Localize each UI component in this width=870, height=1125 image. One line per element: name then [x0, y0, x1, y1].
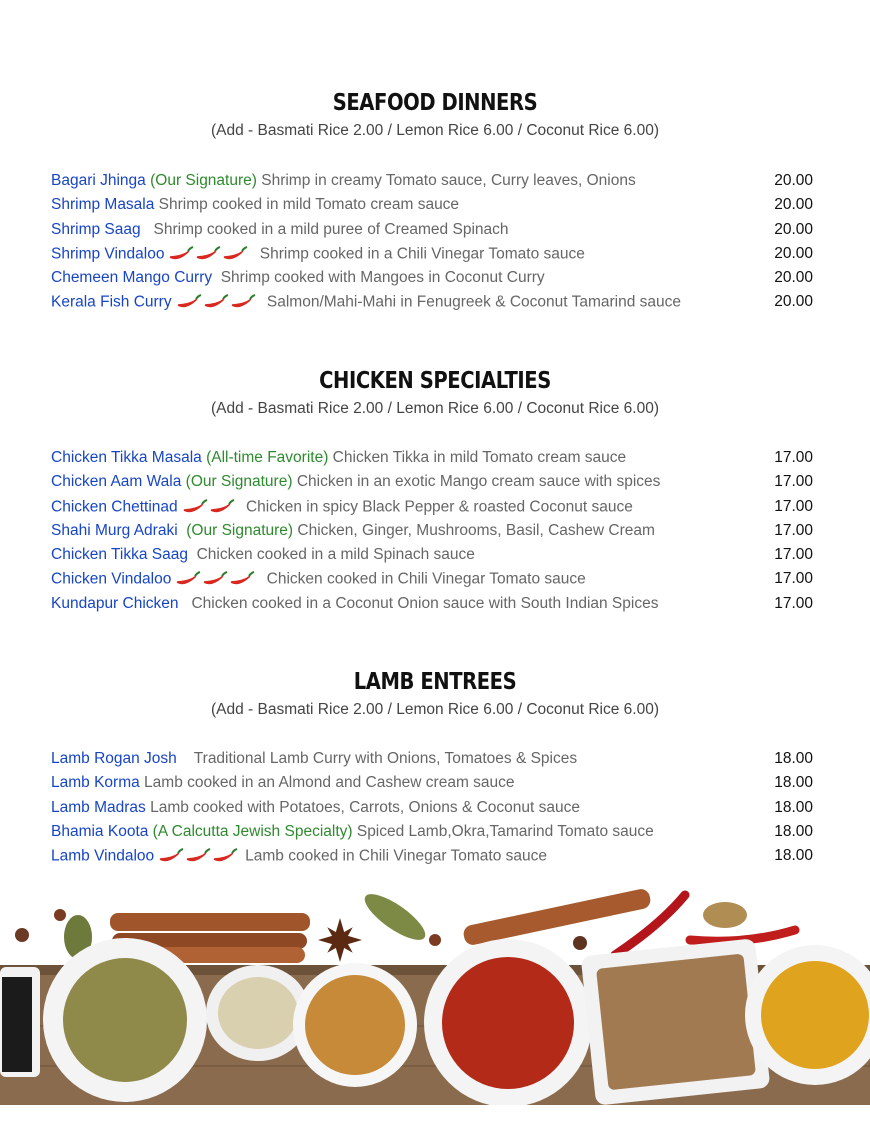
chili-pepper-icon — [182, 498, 208, 516]
item-description: Shrimp cooked in mild Tomato cream sauce — [154, 196, 460, 214]
chili-pepper-icon — [212, 847, 238, 865]
item-price: 17.00 — [774, 546, 813, 564]
item-price: 17.00 — [774, 570, 813, 588]
item-price: 17.00 — [774, 497, 813, 515]
menu-item — [51, 290, 813, 314]
item-description: Shrimp cooked with Mangoes in Coconut Curry — [212, 269, 545, 287]
spice-level — [168, 242, 249, 266]
item-description: Lamb cooked with Potatoes, Carrots, Onions & Coconut sauce — [145, 798, 580, 816]
item-note: (Our Signature) — [145, 172, 257, 189]
seafood-section — [0, 88, 870, 142]
menu-item — [51, 820, 813, 844]
item-description: Shrimp cooked in a mild puree of Creamed Spinach — [140, 220, 509, 238]
menu-item — [51, 844, 813, 868]
menu-item — [51, 747, 813, 771]
section-subtitle: (Add - Basmati Rice 2.00 / Lemon Rice 6.00 / Coconut Rice 6.00) — [211, 400, 659, 417]
item-description: Lamb cooked in an Almond and Cashew cream sauce — [139, 774, 515, 792]
section-title: SEAFOOD DINNERS — [332, 90, 538, 116]
item-price: 18.00 — [774, 822, 813, 840]
item-name: Chicken Chettinad — [51, 497, 178, 515]
item-name: Bhamia Koota — [51, 822, 149, 840]
item-description: Chicken, Ginger, Mushrooms, Basil, Cashew Cream — [293, 521, 655, 539]
item-name: Chicken Vindaloo — [51, 570, 172, 588]
item-description: Chicken cooked in a mild Spinach sauce — [188, 546, 475, 564]
item-price: 20.00 — [774, 196, 813, 214]
item-description: Chicken cooked in Chili Vinegar Tomato sauce — [262, 570, 586, 588]
item-note: (Our Signature) — [177, 521, 294, 539]
item-price: 20.00 — [774, 220, 813, 238]
seafood-items — [51, 169, 813, 315]
menu-item — [51, 495, 813, 519]
chili-pepper-icon — [168, 245, 194, 263]
chili-pepper-icon — [203, 293, 229, 311]
item-price: 17.00 — [774, 473, 813, 491]
chili-pepper-icon — [229, 570, 255, 588]
item-name: Lamb Madras — [51, 798, 146, 816]
menu-item — [51, 242, 813, 266]
section-title: CHICKEN SPECIALTIES — [319, 368, 551, 394]
menu-item — [51, 193, 813, 217]
item-description: Chicken Tikka in mild Tomato cream sauce — [328, 449, 627, 466]
item-name: Lamb Korma — [51, 774, 140, 792]
chili-pepper-icon — [209, 498, 235, 516]
item-description: Shrimp in creamy Tomato sauce, Curry leaves, Onions — [256, 172, 636, 189]
spice-level — [158, 844, 239, 868]
item-note: (Our Signature) — [181, 473, 293, 491]
chili-pepper-icon — [185, 847, 211, 865]
item-price: 20.00 — [774, 244, 813, 262]
chili-pepper-icon — [230, 293, 256, 311]
item-description: Chicken in an exotic Mango cream sauce with spices — [292, 473, 661, 491]
item-description: Chicken in spicy Black Pepper & roasted Coconut sauce — [241, 497, 633, 515]
item-name: Shahi Murg Adraki — [51, 521, 178, 539]
item-note: (A Calcutta Jewish Specialty) — [148, 822, 353, 840]
section-subtitle: (Add - Basmati Rice 2.00 / Lemon Rice 6.00 / Coconut Rice 6.00) — [211, 122, 659, 139]
item-description: Spiced Lamb,Okra,Tamarind Tomato sauce — [352, 822, 654, 840]
item-name: Chicken Aam Wala — [51, 473, 182, 491]
chicken-items — [51, 446, 813, 616]
item-price: 17.00 — [774, 449, 813, 466]
spice-level — [176, 290, 257, 314]
item-price: 18.00 — [774, 847, 813, 865]
item-name: Bagari Jhinga — [51, 172, 146, 189]
item-price: 18.00 — [774, 774, 813, 792]
menu-item — [51, 470, 813, 494]
item-price: 20.00 — [774, 293, 813, 311]
lamb-section — [0, 667, 870, 721]
section-title: LAMB ENTREES — [353, 669, 517, 695]
item-description: Shrimp cooked in a Chili Vinegar Tomato sauce — [255, 245, 585, 263]
chili-pepper-icon — [158, 847, 184, 865]
chili-pepper-icon — [176, 293, 202, 311]
item-price: 20.00 — [774, 172, 813, 189]
menu-item — [51, 169, 813, 193]
item-name: Kerala Fish Curry — [51, 293, 172, 311]
chili-pepper-icon — [195, 245, 221, 263]
item-name: Chicken Tikka Masala — [51, 449, 202, 466]
item-name: Shrimp Masala — [51, 196, 155, 214]
menu-item — [51, 796, 813, 820]
section-subtitle: (Add - Basmati Rice 2.00 / Lemon Rice 6.00 / Coconut Rice 6.00) — [211, 701, 659, 718]
menu-item — [51, 519, 813, 543]
item-description: Traditional Lamb Curry with Onions, Tomatoes & Spices — [176, 750, 578, 767]
lamb-items — [51, 747, 813, 868]
item-name: Lamb Rogan Josh — [51, 750, 177, 767]
menu-item — [51, 446, 813, 470]
item-description: Chicken cooked in a Coconut Onion sauce with South Indian Spices — [178, 594, 659, 612]
item-name: Kundapur Chicken — [51, 594, 179, 612]
menu-item — [51, 771, 813, 795]
spice-bowls-image — [0, 885, 870, 1105]
chili-pepper-icon — [222, 245, 248, 263]
chili-pepper-icon — [175, 570, 201, 588]
item-name: Chicken Tikka Saag — [51, 546, 188, 564]
item-description: Salmon/Mahi-Mahi in Fenugreek & Coconut Tamarind sauce — [262, 293, 682, 311]
item-price: 18.00 — [774, 750, 813, 767]
item-name: Chemeen Mango Curry — [51, 269, 213, 287]
item-price: 17.00 — [774, 521, 813, 539]
menu-item — [51, 266, 813, 290]
item-price: 20.00 — [774, 269, 813, 287]
menu-item — [51, 592, 813, 616]
chili-pepper-icon — [202, 570, 228, 588]
item-description: Lamb cooked in Chili Vinegar Tomato sauce — [245, 847, 547, 865]
item-name: Lamb Vindaloo — [51, 847, 155, 865]
item-note: (All-time Favorite) — [201, 449, 329, 466]
menu-item — [51, 218, 813, 242]
item-price: 18.00 — [774, 798, 813, 816]
item-name: Shrimp Vindaloo — [51, 245, 165, 263]
menu-item — [51, 567, 813, 591]
spice-level — [175, 567, 256, 591]
chicken-section — [0, 366, 870, 420]
menu-item — [51, 543, 813, 567]
item-price: 17.00 — [774, 594, 813, 612]
spice-level — [182, 495, 236, 519]
item-name: Shrimp Saag — [51, 220, 141, 238]
